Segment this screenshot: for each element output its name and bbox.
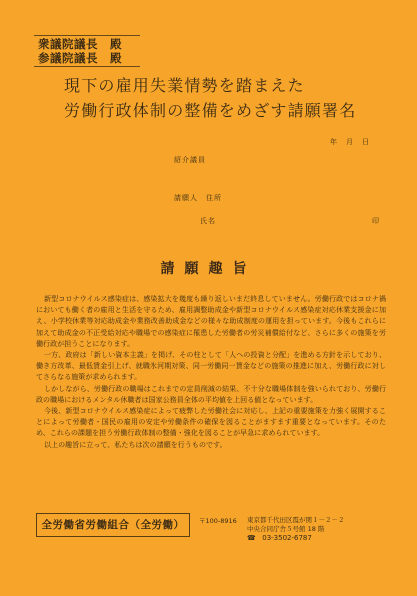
telephone bbox=[247, 533, 312, 542]
title-line-2: 労働行政体制の整備をめざす請願署名 bbox=[64, 101, 357, 120]
postal-code: 〒100-8916 bbox=[199, 517, 237, 525]
petition-body bbox=[36, 294, 386, 451]
addressee-line-1: 衆議院議長 殿 bbox=[38, 37, 122, 51]
paragraph-1: 新型コロナウイルス感染症は、感染拡大を幾度も繰り返しいまだ終息していません。労働行政ではコロナ禍においても働く者の雇用と生活を守るため、雇用調整助成金や新型コロナウイルス感染症対応休業支援金に加え、小学校休業等対応助成金や業務改善助成金などの様々な助成制度の運用を担っています。今後もこれらに加えて助成金の不正受給対応や職場での感染症に罹患した労働者の労災補償給付など、さらに多くの施策を労働行政が担うことになります。 bbox=[36, 295, 386, 348]
address-line-1: 東京都千代田区霞が関１－２－２ bbox=[247, 516, 345, 524]
addressee-line-2: 参議院議長 殿 bbox=[38, 51, 122, 65]
section-heading: 請願趣旨 bbox=[160, 261, 257, 277]
address-line-2: 中央合同庁舎５号館 18 階 bbox=[247, 524, 325, 533]
date-line: 年 月 日 bbox=[330, 138, 370, 146]
addressee-block bbox=[38, 37, 122, 65]
paragraph-5: 以上の趣旨に立って、私たちは次の請願を行うものです。 bbox=[44, 440, 227, 449]
phone-number: 03-3502-6787 bbox=[262, 534, 312, 542]
introducer-label: 紹介議員 bbox=[174, 156, 206, 164]
petition-title bbox=[64, 73, 384, 123]
paragraph-2: 一方、政府は「新しい資本主義」を掲げ、その柱として「人への投資と分配」を進める方針を示しており、働き方改革、最低賃金引上げ、就職氷河期対策、同一労働同一賃金などの施策の推進に加え、労働行政に対してさらなる施策が求められます。 bbox=[36, 351, 386, 382]
footer bbox=[0, 512, 417, 552]
title-line-1: 現下の雇用失業情勢を踏まえた bbox=[64, 76, 305, 95]
union-name-box: 全労働省労働組合（全労働） bbox=[36, 513, 190, 537]
addressee-bottom-rule bbox=[34, 66, 140, 67]
paragraph-4: 今後、新型コロナウイルス感染症によって疲弊した労働社会に対応し、上記の重要施策を力強く展開することによって労働者・国民の雇用の安定や労働条件の確保を図ることがますます重要となっています。そのため、これらの課題を担う労働行政体制の整備・強化を図ることが早急に求められています。 bbox=[36, 407, 386, 438]
paragraph-3: しかしながら、労働行政の職場はこれまでの定員削減の結果、不十分な職場体制を強いられており、労働行政の職場におけるメンタル休職者は国家公務員全体の平均値を上回る値となっています。 bbox=[36, 384, 386, 404]
petitioner-address-label: 請願人 住所 bbox=[174, 194, 222, 202]
addressee-top-rule bbox=[34, 35, 140, 36]
seal-mark: 印 bbox=[372, 217, 380, 225]
address bbox=[247, 516, 345, 533]
name-label: 氏名 bbox=[200, 217, 216, 225]
phone-icon: ☎ bbox=[247, 534, 256, 542]
